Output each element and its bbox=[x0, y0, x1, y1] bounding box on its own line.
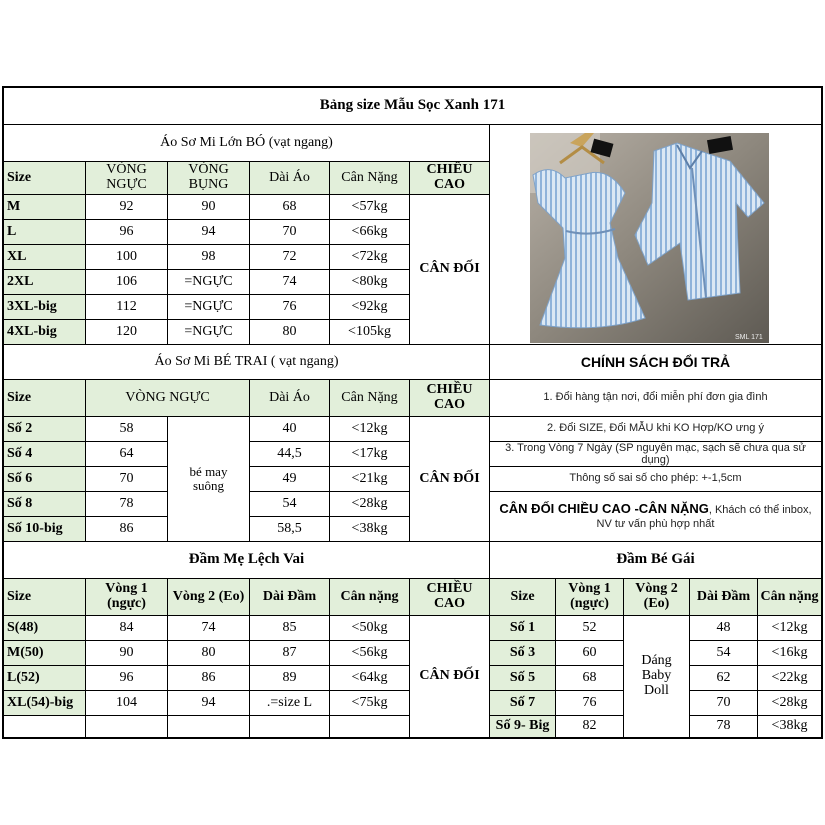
chart-title: Bảng size Mẫu Sọc Xanh 171 bbox=[4, 88, 821, 125]
t4-header-bust: Vòng 1 (ngực) bbox=[556, 579, 624, 616]
t2-title: Áo Sơ Mi BÉ TRAI ( vạt ngang) bbox=[4, 345, 490, 380]
product-photo bbox=[530, 133, 769, 343]
policy-item: 2. Đổi SIZE, Đổi MẪU khi KO Hợp/KO ưng ý bbox=[490, 417, 821, 442]
t3-waist: 80 bbox=[168, 641, 250, 666]
t1-waist: =NGỰC bbox=[168, 295, 250, 320]
t4-length: 54 bbox=[690, 641, 758, 666]
t2-header-height: CHIỀU CAO bbox=[410, 380, 490, 417]
t1-length: 70 bbox=[250, 220, 330, 245]
t3-bust: 96 bbox=[86, 666, 168, 691]
t4-bust: 68 bbox=[556, 666, 624, 691]
t2-header-weight: Cân Nặng bbox=[330, 380, 410, 417]
t3-length: 89 bbox=[250, 666, 330, 691]
t3-size: XL(54)-big bbox=[4, 691, 86, 716]
t4-size: Số 3 bbox=[490, 641, 556, 666]
t2-length: 54 bbox=[250, 492, 330, 517]
policy-note-bold: CÂN ĐỐI CHIỀU CAO -CÂN NẶNG bbox=[499, 501, 709, 516]
t3-header-length: Dài Đầm bbox=[250, 579, 330, 616]
t3-bust: 90 bbox=[86, 641, 168, 666]
t2-weight: <12kg bbox=[330, 417, 410, 442]
t3-size: L(52) bbox=[4, 666, 86, 691]
t1-header-chest: VÒNG NGỰC bbox=[86, 162, 168, 195]
t1-weight: <72kg bbox=[330, 245, 410, 270]
t1-header-weight: Cân Nặng bbox=[330, 162, 410, 195]
t4-bust: 82 bbox=[556, 716, 624, 737]
t4-weight: <38kg bbox=[771, 718, 808, 734]
t1-header-size: Size bbox=[4, 162, 86, 195]
policy-note bbox=[490, 492, 821, 542]
t3-waist: 94 bbox=[168, 691, 250, 716]
t1-length: 68 bbox=[250, 195, 330, 220]
t1-waist: 98 bbox=[168, 245, 250, 270]
t1-height-merged: CÂN ĐỐI bbox=[410, 195, 490, 345]
t2-size: Số 8 bbox=[4, 492, 86, 517]
t4-bust: 76 bbox=[556, 691, 624, 716]
t1-weight: <57kg bbox=[330, 195, 410, 220]
t3-empty-cell bbox=[86, 716, 168, 737]
t3-weight: <56kg bbox=[330, 641, 410, 666]
t4-weight: <22kg bbox=[758, 666, 821, 691]
t2-length: 44,5 bbox=[250, 442, 330, 467]
t1-header-length: Dài Áo bbox=[250, 162, 330, 195]
t1-weight: <92kg bbox=[330, 295, 410, 320]
t4-header-waist: Vòng 2 (Eo) bbox=[624, 579, 690, 616]
t1-size: L bbox=[4, 220, 86, 245]
policy-item: Thông số sai số cho phép: +-1,5cm bbox=[490, 467, 821, 492]
t4-title: Đầm Bé Gái bbox=[490, 542, 821, 579]
policy-item: 1. Đổi hàng tận nơi, đổi miễn phí đơn gia đình bbox=[490, 380, 821, 417]
t3-weight: <64kg bbox=[330, 666, 410, 691]
t3-header-bust: Vòng 1 (ngực) bbox=[86, 579, 168, 616]
t1-header-waist: VÒNG BỤNG bbox=[168, 162, 250, 195]
t3-weight: <50kg bbox=[330, 616, 410, 641]
t1-weight: <80kg bbox=[330, 270, 410, 295]
t2-size: Số 2 bbox=[4, 417, 86, 442]
t4-weight: <12kg bbox=[758, 616, 821, 641]
t3-bust: 84 bbox=[86, 616, 168, 641]
t1-chest: 112 bbox=[86, 295, 168, 320]
t2-weight: <28kg bbox=[330, 492, 410, 517]
t2-chest: 58 bbox=[86, 417, 168, 442]
t1-size: 2XL bbox=[4, 270, 86, 295]
t1-chest: 120 bbox=[86, 320, 168, 345]
t2-length: 40 bbox=[250, 417, 330, 442]
t1-title: Áo Sơ Mi Lớn BÓ (vạt ngang) bbox=[4, 125, 490, 162]
t3-weight: <75kg bbox=[330, 691, 410, 716]
t3-header-height: CHIỀU CAO bbox=[410, 579, 490, 616]
t2-size: Số 10-big bbox=[4, 517, 86, 542]
t4-header-length: Dài Đầm bbox=[690, 579, 758, 616]
policy-item: 3. Trong Vòng 7 Ngày (SP nguyên mạc, sạch sẽ chưa qua sử dụng) bbox=[490, 442, 821, 467]
t2-header-size: Size bbox=[4, 380, 86, 417]
t2-length: 58,5 bbox=[250, 517, 330, 542]
policy-note-text: , Khách có thể inbox, NV tư vấn phù hợp nhất bbox=[596, 504, 812, 530]
t1-header-height: CHIỀU CAO bbox=[410, 162, 490, 195]
t3-empty-cell bbox=[250, 716, 330, 737]
policy-title: CHÍNH SÁCH ĐỔI TRẢ bbox=[490, 345, 821, 380]
t3-length: 87 bbox=[250, 641, 330, 666]
t3-header-weight: Cân nặng bbox=[330, 579, 410, 616]
t2-chest: 78 bbox=[86, 492, 168, 517]
t3-title: Đầm Mẹ Lệch Vai bbox=[4, 542, 490, 579]
t4-note-merged: Dáng Baby Doll bbox=[624, 616, 690, 737]
t2-header-chest: VÒNG NGỰC bbox=[86, 380, 250, 417]
t1-length: 74 bbox=[250, 270, 330, 295]
t1-weight: <105kg bbox=[330, 320, 410, 345]
t1-chest: 96 bbox=[86, 220, 168, 245]
t2-size: Số 4 bbox=[4, 442, 86, 467]
t1-chest: 92 bbox=[86, 195, 168, 220]
photo-tag: SML 171 bbox=[735, 334, 763, 341]
t4-weight: <16kg bbox=[758, 641, 821, 666]
t3-length: 85 bbox=[250, 616, 330, 641]
t4-size: Số 5 bbox=[490, 666, 556, 691]
t1-waist: 94 bbox=[168, 220, 250, 245]
t3-empty-cell bbox=[4, 716, 86, 737]
t3-bust: 104 bbox=[86, 691, 168, 716]
t4-header-size: Size bbox=[490, 579, 556, 616]
t4-size: Số 7 bbox=[490, 691, 556, 716]
t2-header-length: Dài Áo bbox=[250, 380, 330, 417]
t4-length: 62 bbox=[690, 666, 758, 691]
t1-length: 76 bbox=[250, 295, 330, 320]
t3-size: S(48) bbox=[4, 616, 86, 641]
t1-waist: 90 bbox=[168, 195, 250, 220]
t1-chest: 100 bbox=[86, 245, 168, 270]
t4-length: 78 bbox=[690, 716, 758, 737]
t4-weight: <28kg bbox=[758, 691, 821, 716]
t2-weight: <17kg bbox=[330, 442, 410, 467]
t1-size: M bbox=[4, 195, 86, 220]
t3-waist: 74 bbox=[168, 616, 250, 641]
t2-chest: 86 bbox=[86, 517, 168, 542]
t1-size: XL bbox=[4, 245, 86, 270]
t3-empty-cell bbox=[168, 716, 250, 737]
t4-bust: 52 bbox=[556, 616, 624, 641]
t4-size: Số 1 bbox=[490, 616, 556, 641]
t3-length: .=size L bbox=[250, 691, 330, 716]
t4-length: 70 bbox=[690, 691, 758, 716]
t1-length: 72 bbox=[250, 245, 330, 270]
t4-bust: 60 bbox=[556, 641, 624, 666]
t3-empty-cell bbox=[330, 716, 410, 737]
t1-size: 3XL-big bbox=[4, 295, 86, 320]
t3-waist: 86 bbox=[168, 666, 250, 691]
t2-height-merged: CÂN ĐỐI bbox=[410, 417, 490, 542]
t2-size: Số 6 bbox=[4, 467, 86, 492]
t2-length: 49 bbox=[250, 467, 330, 492]
t1-weight: <66kg bbox=[330, 220, 410, 245]
t3-header-size: Size bbox=[4, 579, 86, 616]
t2-chest: 70 bbox=[86, 467, 168, 492]
t2-note-merged: bé may suông bbox=[168, 417, 250, 542]
t2-weight: <21kg bbox=[330, 467, 410, 492]
t1-length: 80 bbox=[250, 320, 330, 345]
t2-weight: <38kg bbox=[330, 517, 410, 542]
t3-height-merged: CÂN ĐỐI bbox=[410, 616, 490, 737]
t4-header-weight: Cân nặng bbox=[758, 579, 821, 616]
t1-waist: =NGỰC bbox=[168, 320, 250, 345]
t1-size: 4XL-big bbox=[4, 320, 86, 345]
product-photo-image bbox=[530, 133, 769, 343]
t4-length: 48 bbox=[690, 616, 758, 641]
t2-chest: 64 bbox=[86, 442, 168, 467]
t3-header-waist: Vòng 2 (Eo) bbox=[168, 579, 250, 616]
t1-chest: 106 bbox=[86, 270, 168, 295]
t1-waist: =NGỰC bbox=[168, 270, 250, 295]
t4-size: Số 9- Big bbox=[490, 716, 556, 737]
t3-size: M(50) bbox=[4, 641, 86, 666]
